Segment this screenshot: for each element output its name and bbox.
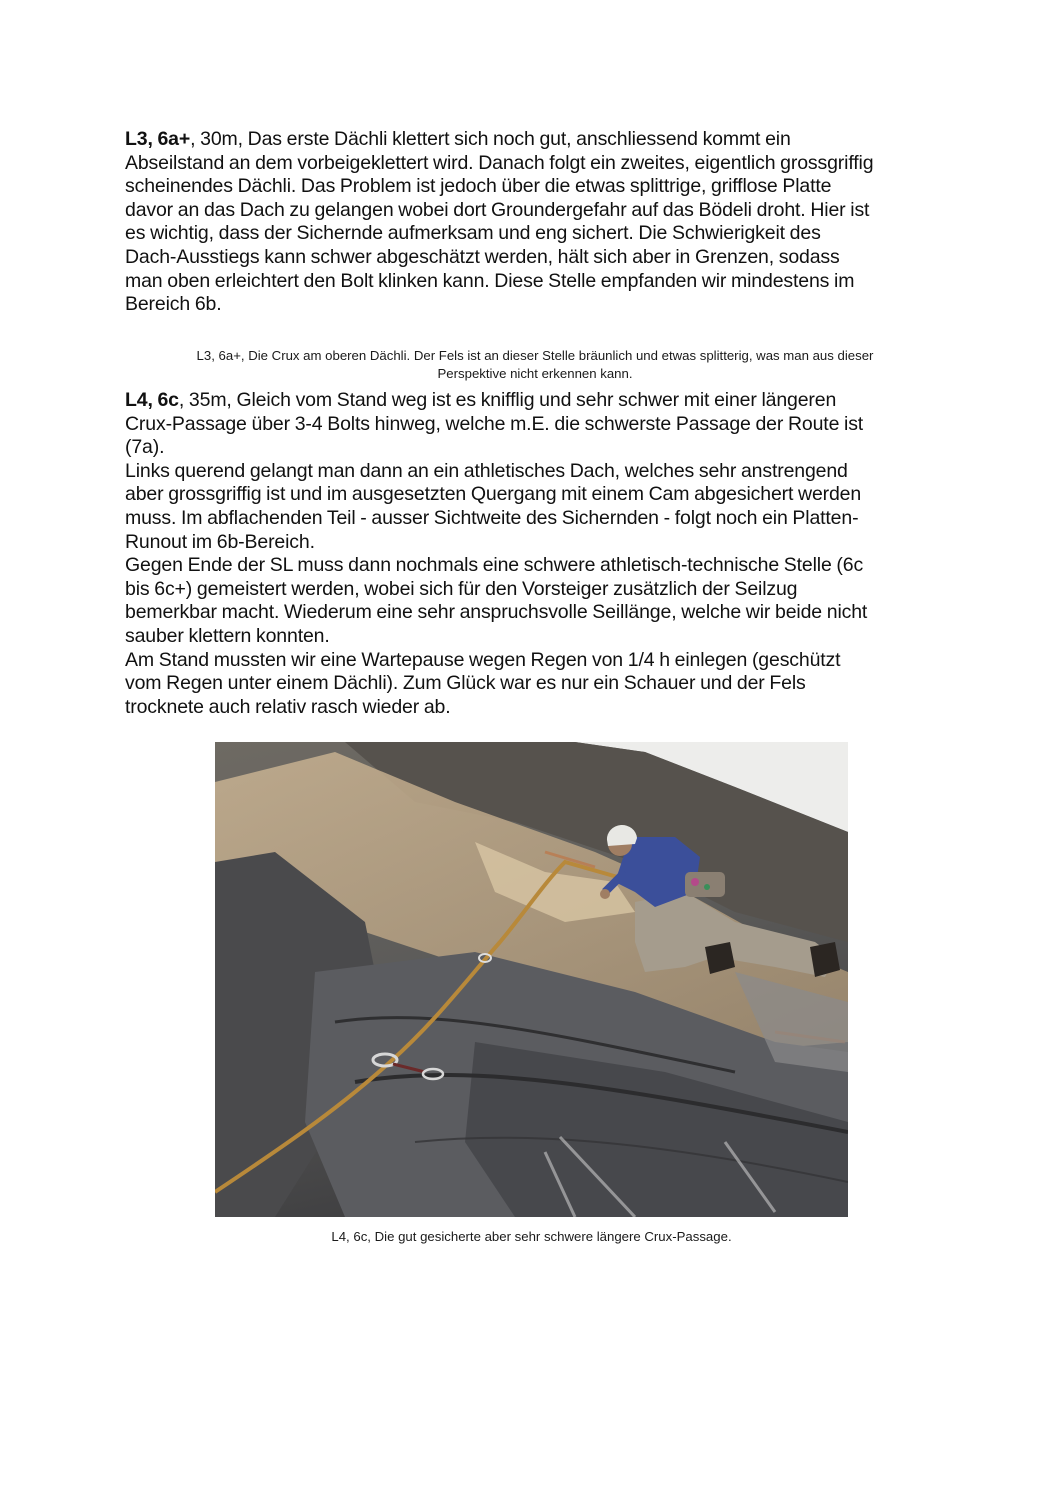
text-line: Gegen Ende der SL muss dann nochmals eine schwere athletisch-technische Stelle (6c	[125, 554, 864, 577]
text-line: Abseilstand an dem vorbeigeklettert wird. Danach folgt ein zweites, eigentlich grossgriffig	[125, 151, 874, 174]
text-line: sauber klettern konnten.	[125, 624, 330, 647]
pitch-heading-l3: L3, 6a+	[125, 128, 191, 150]
text-line: Links querend gelangt man dann an ein athletisches Dach, welches sehr anstrengend	[125, 459, 848, 482]
text-line: (7a).	[125, 436, 165, 459]
text-line: aber grossgriffig ist und im ausgesetzten Quergang mit einem Cam abgesichert werden	[125, 483, 862, 506]
text-line: bemerkbar macht. Wiederum eine sehr anspruchsvolle Seillänge, welche wir beide nicht	[125, 601, 868, 624]
text-line: L4, 6c, 35m, Gleich vom Stand weg ist es knifflig und sehr schwer mit einer längeren	[125, 389, 837, 411]
text-line: Bereich 6b.	[125, 293, 222, 316]
text-line: trocknete auch relativ rasch wieder ab.	[125, 695, 451, 718]
text-line: Crux-Passage über 3-4 Bolts hinweg, welche m.E. die schwerste Passage der Route ist	[125, 412, 864, 435]
text-line: L3, 6a+, 30m, Das erste Dächli klettert sich noch gut, anschliessend kommt ein	[125, 128, 791, 150]
figure-caption-l4: L4, 6c, Die gut gesicherte aber sehr schwere längere Crux-Passage.	[331, 1229, 732, 1244]
text-line: Runout im 6b-Bereich.	[125, 530, 315, 553]
pitch-heading-l4: L4, 6c	[125, 389, 179, 411]
text-line: muss. Im abflachenden Teil - ausser Sichtweite des Sichernden - folgt noch ein Platten-	[125, 506, 859, 529]
text-line: bis 6c+) gemeistert werden, wobei sich für den Vorsteiger zusätzlich der Seilzug	[125, 577, 798, 600]
text-line: man oben erleichtert den Bolt klinken kann. Diese Stelle empfanden wir mindestens im	[125, 269, 855, 292]
paragraph-l3	[125, 128, 945, 317]
text-line: es wichtig, dass der Sichernde aufmerksam und eng sichert. Die Schwierigkeit des	[125, 222, 821, 245]
text-line: scheinendes Dächli. Das Problem ist jedoch über die etwas splittrige, grifflose Platte	[125, 175, 832, 198]
climbing-photo	[215, 742, 848, 1217]
paragraph-l4	[125, 389, 945, 719]
text-line: Am Stand mussten wir eine Wartepause wegen Regen von 1/4 h einlegen (geschützt	[125, 648, 841, 671]
text-line: vom Regen unter einem Dächli). Zum Glück war es nur ein Schauer und der Fels	[125, 672, 806, 695]
figure-caption-l3: L3, 6a+, Die Crux am oberen Dächli. Der Fels ist an dieser Stelle bräunlich und etwas splitterig, was man aus dieser Perspektive nicht erkennen kann.	[196, 348, 874, 381]
text-line: davor an das Dach zu gelangen wobei dort Groundergefahr auf das Bödeli droht. Hier ist	[125, 198, 870, 221]
text-line: Dach-Ausstiegs kann schwer abgeschätzt werden, hält sich aber in Grenzen, sodass	[125, 245, 840, 268]
